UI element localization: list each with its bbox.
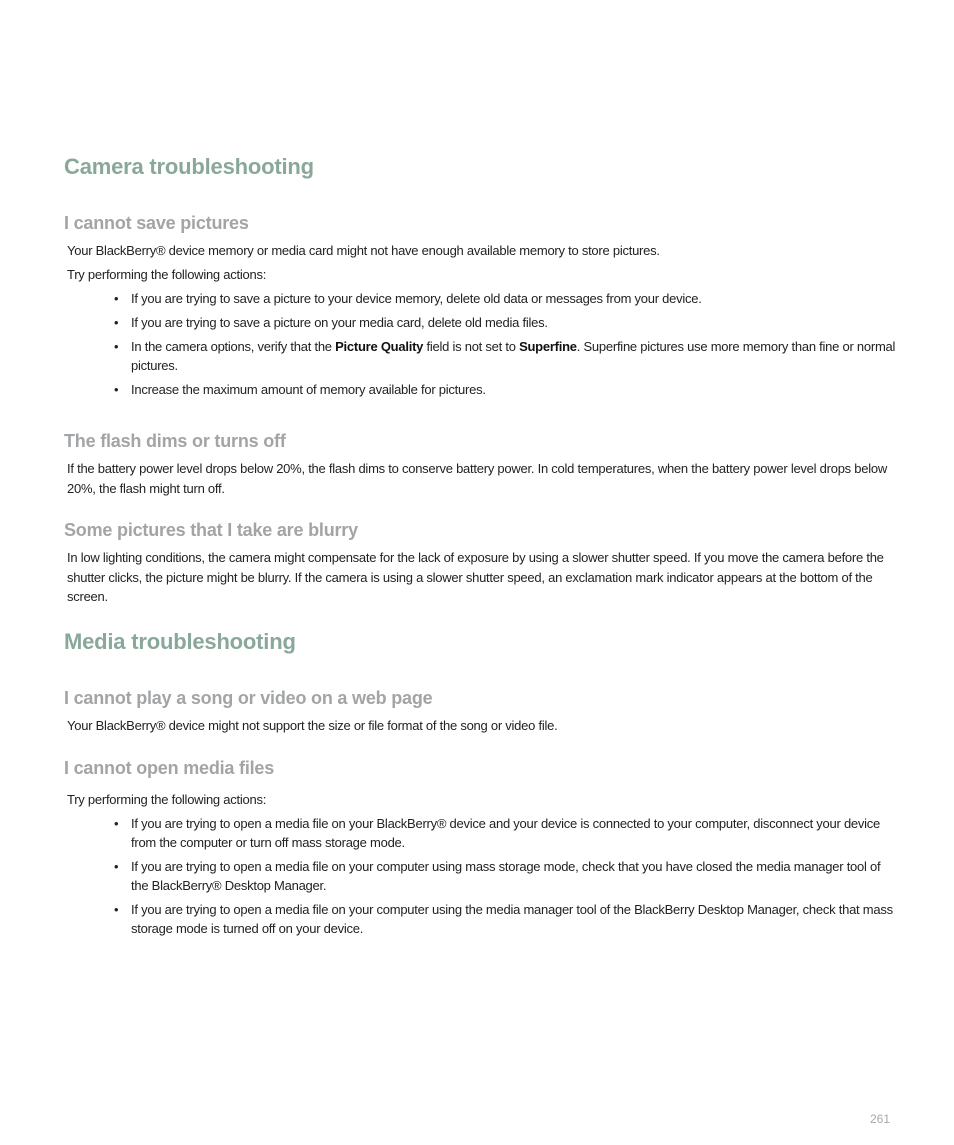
save-action-item xyxy=(131,337,897,375)
save-intro-text: Your BlackBerry® device memory or media card might not have enough available memory to store pictures. xyxy=(67,243,660,258)
bullet-icon: • xyxy=(114,816,119,831)
open-action-item: If you are trying to open a media file on your computer using the media manager tool of the BlackBerry Desktop Manager, check that mass storage mode is turned off on your device. xyxy=(131,902,893,936)
save-actions-intro: Try performing the following actions: xyxy=(67,267,267,282)
flash-text: If the battery power level drops below 20%, the flash dims to conserve battery power. In cold temperatures, when the battery power level drops below 20%, the flash might turn off. xyxy=(67,461,888,496)
save-action-item: Increase the maximum amount of memory available for pictures. xyxy=(131,382,486,397)
bullet-icon: • xyxy=(114,382,119,397)
heading-blurry-pictures: Some pictures that I take are blurry xyxy=(64,520,358,540)
superfine-option-name: Superfine xyxy=(519,339,577,354)
item-text: . Superfine pictures use more memory than fine or normal pictures. xyxy=(131,339,896,373)
open-action-item: If you are trying to open a media file on your BlackBerry® device and your device is connected to your computer, disconnect your device from the computer or turn off mass storage mode. xyxy=(131,816,881,850)
bullet-icon: • xyxy=(114,291,119,306)
song-text: Your BlackBerry® device might not support the size or file format of the song or video file. xyxy=(67,718,558,733)
heading-cannot-open-media: I cannot open media files xyxy=(64,758,275,778)
picture-quality-option-name: Picture Quality xyxy=(335,339,424,354)
section-title-camera: Camera troubleshooting xyxy=(64,154,314,179)
page-number: 261 xyxy=(869,1112,890,1126)
heading-cannot-play-song: I cannot play a song or video on a web page xyxy=(64,688,433,708)
bullet-icon: • xyxy=(114,902,119,917)
bullet-icon: • xyxy=(114,339,119,354)
save-action-item: If you are trying to save a picture on your media card, delete old media files. xyxy=(131,315,548,330)
open-action-item: If you are trying to open a media file on your computer using mass storage mode, check that you have closed the media manager tool of the BlackBerry® Desktop Manager. xyxy=(131,859,881,893)
heading-cannot-save-pictures: I cannot save pictures xyxy=(64,213,249,233)
blurry-text: In low lighting conditions, the camera might compensate for the lack of exposure by using a slower shutter speed. If you move the camera before the shutter clicks, the picture might be blurry. If the camera is using a slower shutter speed, an exclamation mark indicator appears at the bottom of the screen. xyxy=(67,550,884,604)
bullet-icon: • xyxy=(114,315,119,330)
bullet-icon: • xyxy=(114,859,119,874)
save-action-item: If you are trying to save a picture to your device memory, delete old data or messages from your device. xyxy=(131,291,702,306)
heading-flash-dims: The flash dims or turns off xyxy=(64,431,286,451)
item-text: In the camera options, verify that the xyxy=(131,339,336,354)
open-actions-intro: Try performing the following actions: xyxy=(67,792,267,807)
section-title-media: Media troubleshooting xyxy=(64,629,296,654)
item-text: field is not set to xyxy=(423,339,520,354)
